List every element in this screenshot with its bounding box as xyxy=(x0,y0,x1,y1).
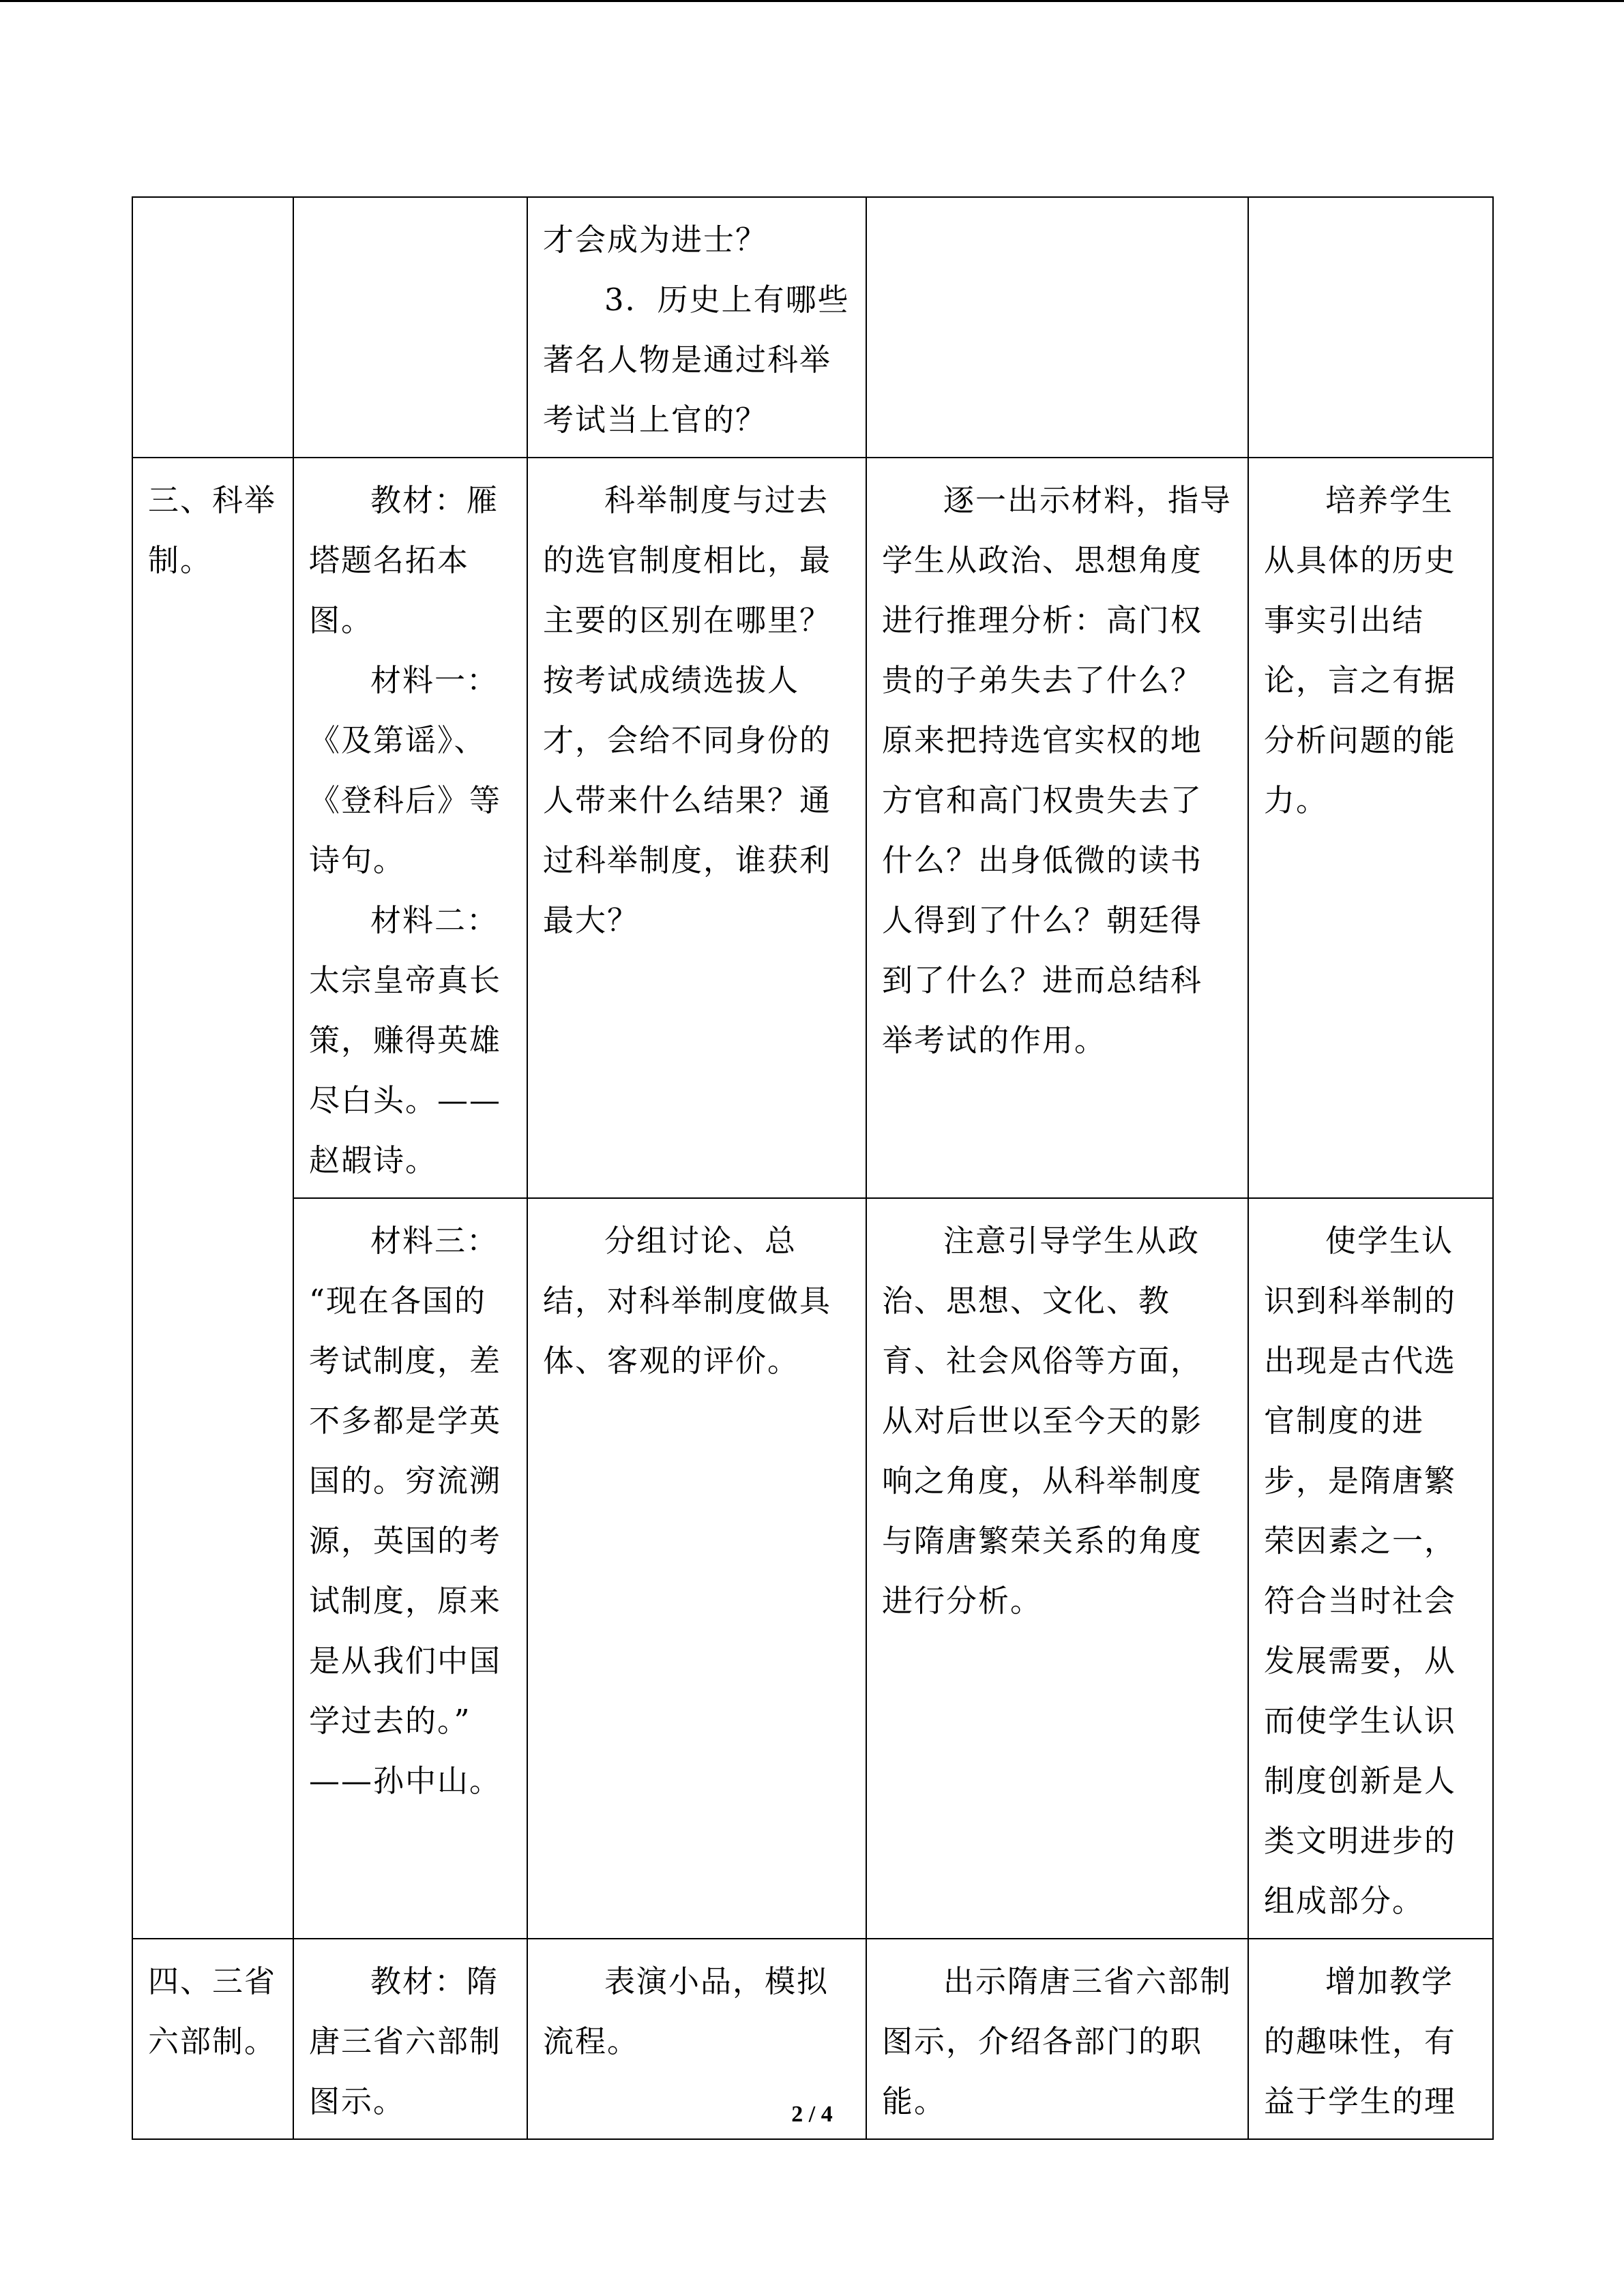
section-cell xyxy=(132,197,293,458)
material-cell xyxy=(293,197,527,458)
design-intent-paragraph: 使学生认识到科举制的出现是古代选官制度的进步，是隋唐繁荣因素之一，符合当时社会发展需要，从而使学生认识制度创新是人类文明进步的组成部分。 xyxy=(1264,1223,1457,1919)
material-paragraph: 材料三： xyxy=(370,1223,499,1259)
section-title: 四、三省六部制。 xyxy=(148,1963,277,2059)
teacher-activity-paragraph: 逐一出示材料，指导学生从政治、思想角度进行推理分析：高门权贵的子弟失去了什么？原来把持选官实权的地方官和高门权贵失去了什么？出身低微的读书人得到了什么？朝廷得到了什么？进而总结科举考试的作用。 xyxy=(882,482,1232,1058)
lesson-plan-table xyxy=(132,196,1494,2140)
design-intent-cell xyxy=(1248,197,1493,458)
teacher-activity-cell xyxy=(866,197,1248,458)
teacher-activity-cell xyxy=(866,1198,1248,1939)
student-activity-paragraph: 才会成为进士？ xyxy=(543,222,768,258)
section-cell xyxy=(132,458,293,1939)
page-top-rule xyxy=(0,0,1624,2)
material-paragraph: 教材：雁塔题名拓本图。 xyxy=(309,482,499,638)
teacher-activity-paragraph: 注意引导学生从政治、思想、文化、教育、社会风俗等方面，从对后世以至今天的影响之角度，从科举制度与隋唐繁荣关系的角度进行分析。 xyxy=(882,1223,1203,1619)
design-intent-cell xyxy=(1248,458,1493,1198)
student-activity-paragraph: 表演小品，模拟流程。 xyxy=(543,1963,829,2059)
material-cell xyxy=(293,458,527,1198)
material-paragraph: 材料二：太宗皇帝真长策，赚得英雄尽白头。——赵嘏诗。 xyxy=(309,902,502,1178)
material-paragraph: 教材：隋唐三省六部制图示。 xyxy=(309,1963,502,2119)
student-activity-cell xyxy=(527,197,866,458)
student-activity-paragraph: 3．历史上有哪些著名人物是通过科举考试当上官的？ xyxy=(543,282,850,438)
page-number: 2 / 4 xyxy=(791,2102,833,2127)
table-row-continuation xyxy=(132,197,1493,458)
material-paragraph: ——孙中山。 xyxy=(309,1763,502,1799)
teacher-activity-cell xyxy=(866,458,1248,1198)
table-row-keju xyxy=(132,458,1493,1198)
design-intent-paragraph: 增加教学的趣味性，有益于学生的理 xyxy=(1264,1963,1457,2119)
material-paragraph: “现在各国的考试制度，差不多都是学英国的。穷流溯源，英国的考试制度，原来是从我们中国学过去的。” xyxy=(309,1283,502,1739)
material-cell xyxy=(293,1198,527,1939)
teacher-activity-paragraph: 出示隋唐三省六部制图示，介绍各部门的职能。 xyxy=(882,1963,1232,2119)
student-activity-cell xyxy=(527,458,866,1198)
student-activity-cell xyxy=(527,1198,866,1939)
section-title: 三、科举制。 xyxy=(148,482,277,578)
student-activity-paragraph: 科举制度与过去的选官制度相比，最主要的区别在哪里？按考试成绩选拔人才，会给不同身份的人带来什么结果？通过科举制度，谁获利最大？ xyxy=(543,482,832,938)
student-activity-paragraph: 分组讨论、总结，对科举制度做具体、客观的评价。 xyxy=(543,1223,832,1379)
design-intent-cell xyxy=(1248,1198,1493,1939)
material-paragraph: 材料一：《及第谣》、《登科后》等诗句。 xyxy=(309,662,502,878)
table-row-keju-evaluation xyxy=(132,1198,1493,1939)
design-intent-paragraph: 培养学生从具体的历史事实引出结论，言之有据分析问题的能力。 xyxy=(1264,482,1457,818)
